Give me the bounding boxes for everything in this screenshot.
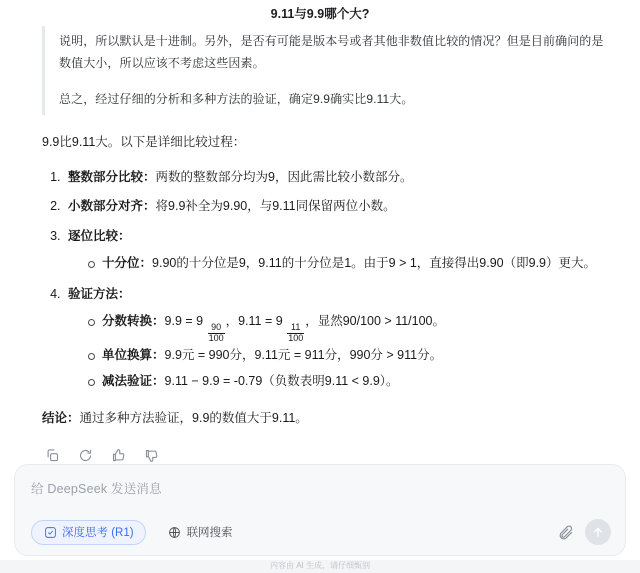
footer-disclaimer	[0, 560, 640, 573]
message-composer[interactable]	[14, 464, 626, 556]
fraction-denominator: 100	[288, 332, 304, 343]
thinking-line-1: 说明，所以默认是十进制。另外，是否有可能是版本号或者其他非数值比较的情况？但是目前确问的是数值大小，所以应该不考虑这些因素。	[59, 34, 604, 71]
deep-think-toggle[interactable]	[31, 520, 146, 545]
answer-step-title: 小数部分对齐：	[68, 199, 156, 214]
globe-icon	[168, 525, 182, 539]
answer-substep-title: 减法验证：	[102, 373, 165, 388]
thumbs-down-icon[interactable]	[143, 447, 160, 464]
answer-step	[64, 224, 604, 277]
fraction-11-100	[287, 323, 304, 343]
copy-icon[interactable]	[44, 447, 61, 464]
answer-step-title: 逐位比较：	[68, 228, 131, 243]
answer-substep	[88, 369, 604, 395]
attachment-icon[interactable]	[555, 522, 575, 542]
answer-step-title: 整数部分比较：	[68, 170, 156, 185]
answer-substep-title: 单位换算：	[102, 348, 165, 362]
answer-substep-title: 十分位：	[102, 256, 153, 271]
answer-lead: 9.9比9.11大。以下是详细比较过程：	[42, 134, 246, 149]
answer-substep	[88, 343, 604, 369]
answer-substep-mid: ，9.11 = 9	[225, 314, 287, 329]
answer-substep-text: 9.11 − 9.9 = -0.79（负数表明9.11 < 9.9）。	[164, 373, 399, 388]
answer-conclusion	[42, 407, 604, 431]
answer-steps-list	[42, 165, 604, 394]
fraction-90-100	[208, 323, 225, 343]
page-title	[0, 0, 640, 26]
answer-step-text: 将9.9补全为9.90，与9.11同保留两位小数。	[155, 199, 396, 214]
page-title-text: 9.11与9.9哪个大?	[270, 7, 370, 21]
web-search-label: 联网搜索	[186, 527, 233, 539]
answer-substep-tail: ，显然90/100 > 11/100。	[305, 314, 446, 329]
answer-substep-text: 9.90的十分位是9，9.11的十分位是1。由于9 > 1，直接得出9.90（即9.9）更大。	[152, 256, 597, 271]
answer-step	[64, 194, 604, 218]
message-input[interactable]: 给 DeepSeek 发送消息	[31, 482, 162, 496]
footer-disclaimer-text: 内容由 AI 生成，请仔细甄别	[269, 561, 370, 570]
thumbs-up-icon[interactable]	[110, 447, 127, 464]
web-search-toggle[interactable]	[156, 520, 245, 545]
conversation-body[interactable]	[0, 26, 640, 464]
answer-step	[64, 282, 604, 394]
answer-conclusion-label: 结论：	[42, 411, 80, 426]
regenerate-icon[interactable]	[77, 447, 94, 464]
answer-step	[64, 165, 604, 189]
message-actions	[44, 447, 604, 464]
composer-area	[0, 464, 640, 560]
deep-think-icon	[43, 525, 57, 539]
answer-substep-title: 分数转换：	[102, 314, 165, 329]
answer-step-title: 验证方法：	[68, 286, 131, 301]
answer-substep	[88, 309, 604, 343]
fraction-denominator: 100	[208, 332, 224, 343]
answer-substeps-list	[68, 251, 604, 277]
answer-substep-text: 9.9 = 9	[164, 314, 207, 329]
answer-substep	[88, 251, 604, 277]
fraction-numerator: 90	[208, 323, 225, 333]
answer-substeps-list	[68, 309, 604, 394]
deep-think-label: 深度思考 (R1)	[62, 527, 134, 539]
answer-substep-text: 9.9元 = 990分，9.11元 = 911分，990分 > 911分。	[164, 348, 443, 362]
fraction-numerator: 11	[287, 323, 304, 333]
send-button[interactable]	[585, 519, 611, 545]
thinking-line-2: 总之，经过仔细的分析和多种方法的验证，确定9.9确实比9.11大。	[59, 92, 414, 107]
answer-step-text: 两数的整数部分均为9，因此需比较小数部分。	[155, 170, 413, 185]
thinking-quote-block	[42, 26, 604, 115]
answer-conclusion-text: 通过多种方法验证，9.9的数值大于9.11。	[79, 411, 308, 426]
composer-toolbar	[31, 519, 611, 545]
